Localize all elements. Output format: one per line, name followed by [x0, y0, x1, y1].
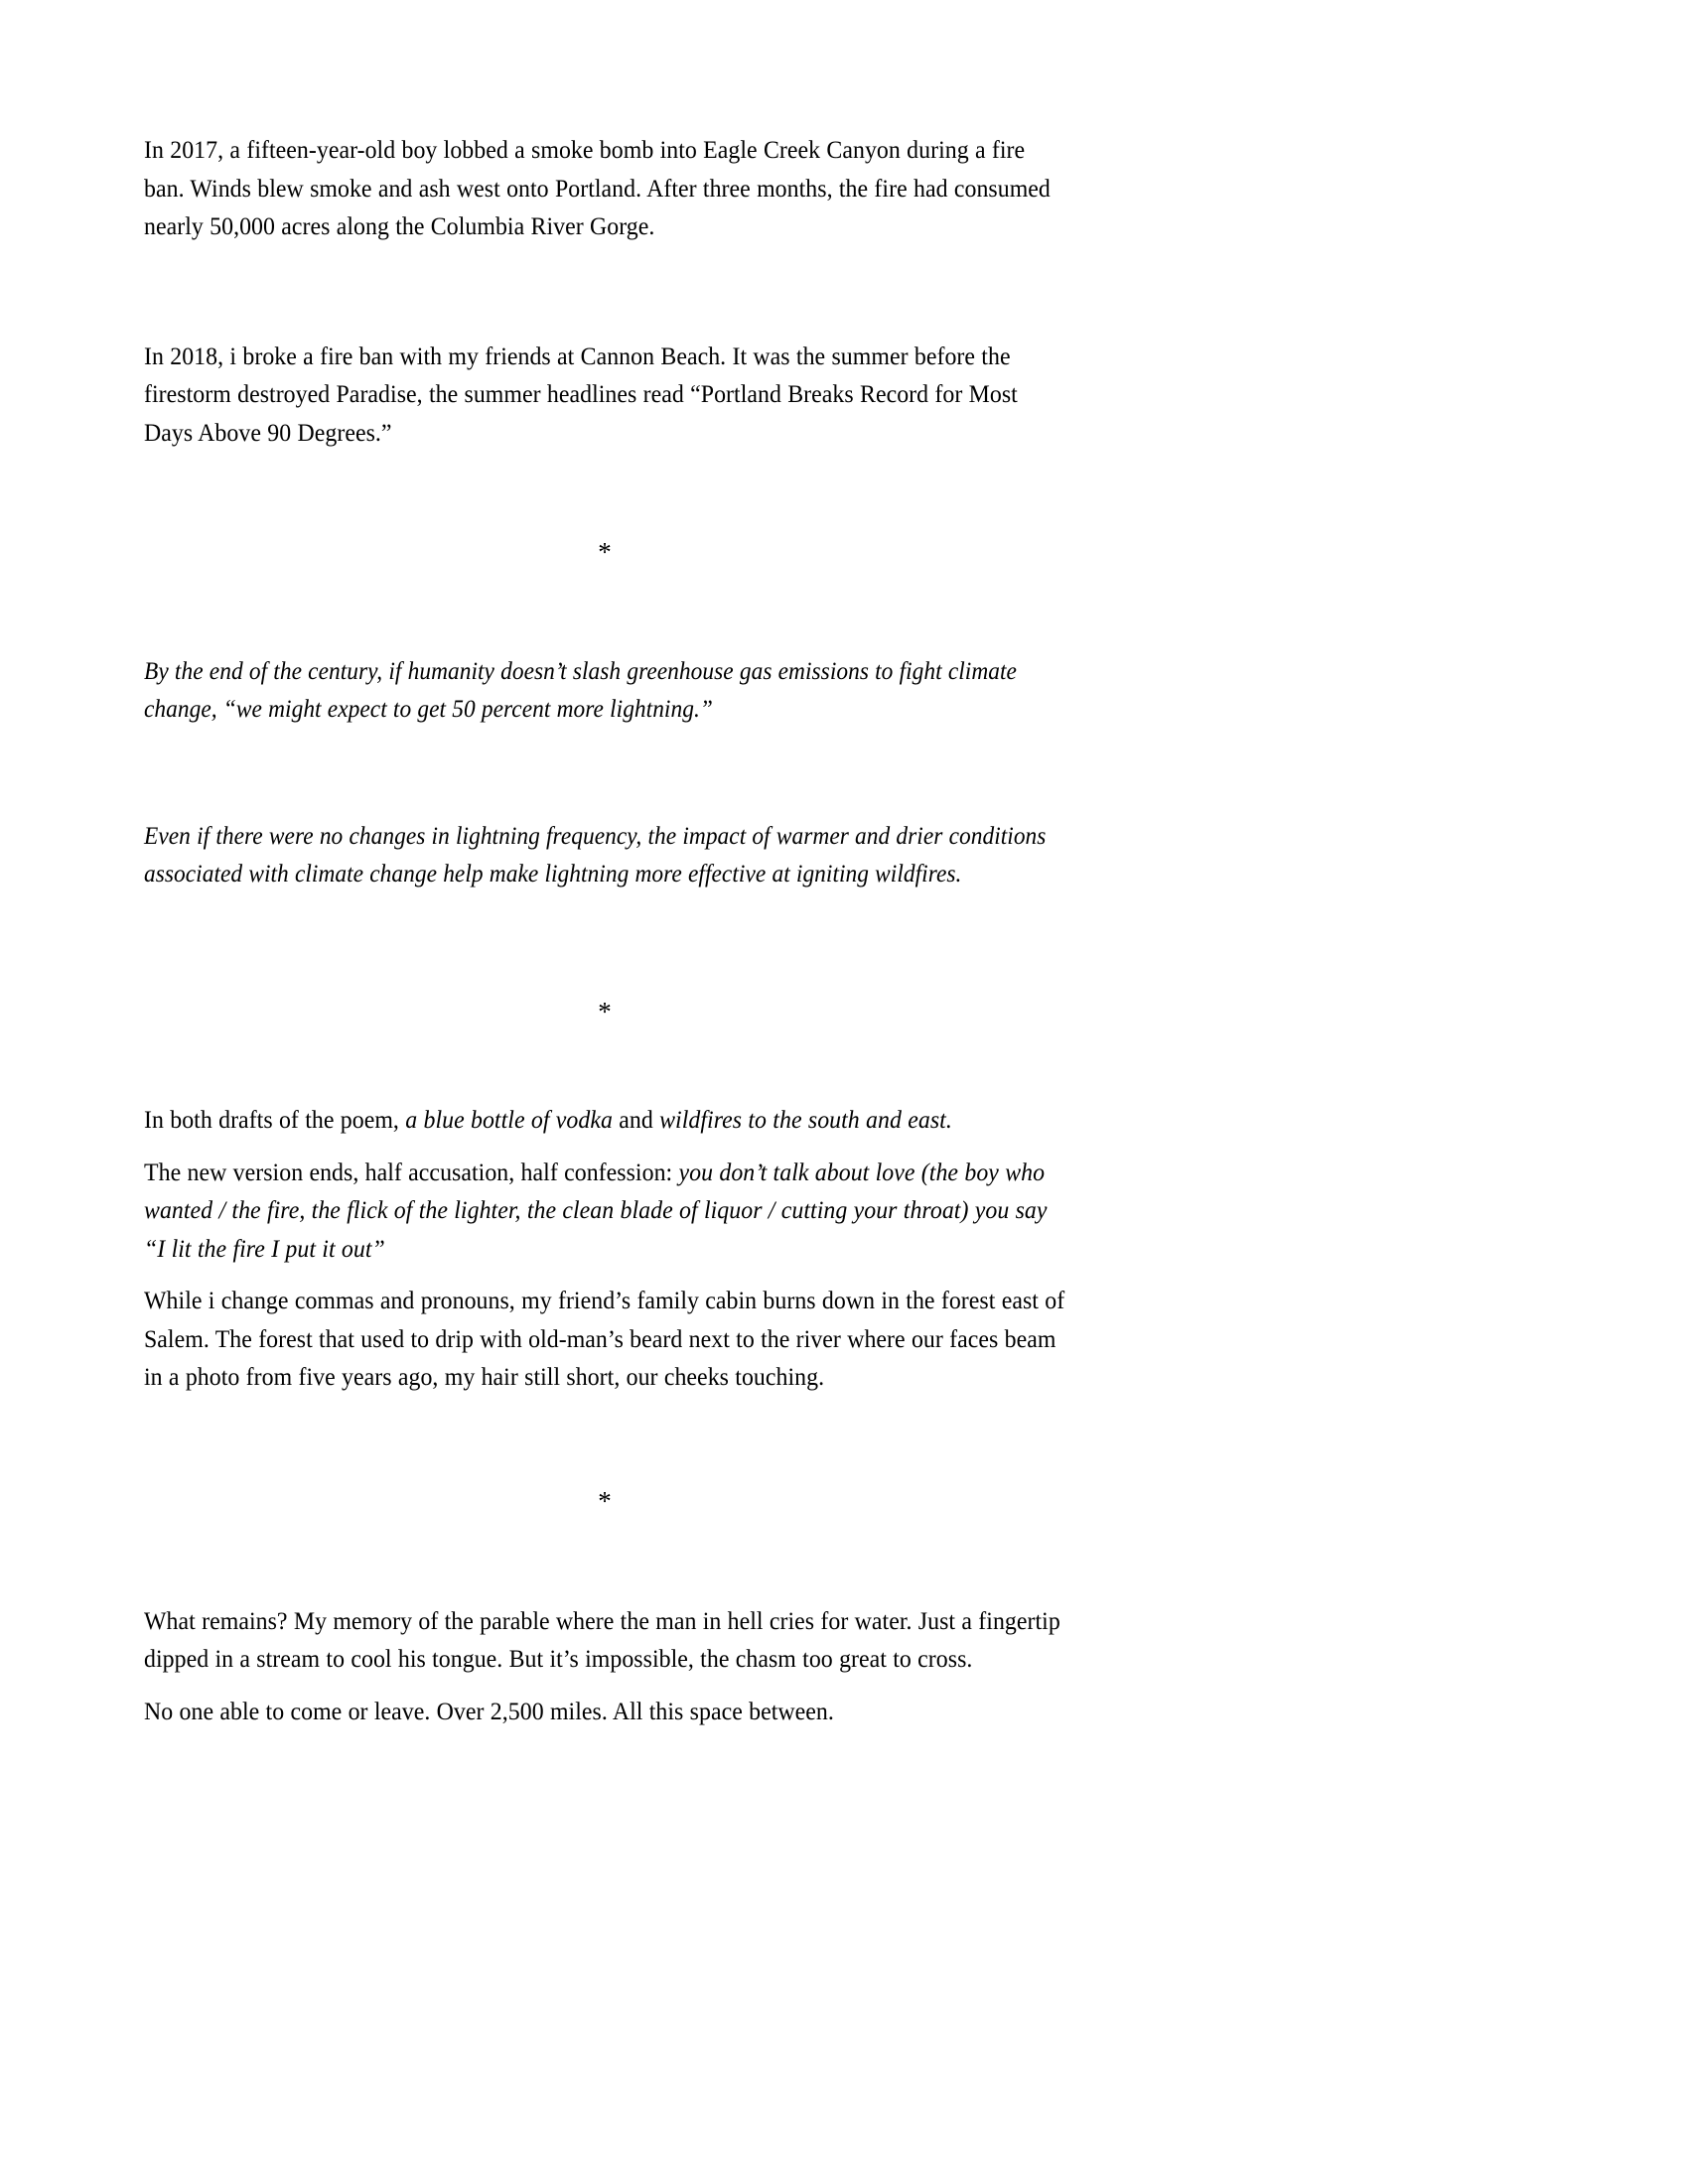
- run-italic-wildfires: wildfires to the south and east.: [659, 1105, 952, 1134]
- asterisk-icon: *: [598, 997, 612, 1026]
- paragraph-new-version-ends: [144, 1154, 1065, 1269]
- paragraph-what-remains: What remains? My memory of the parable where the man in hell cries for water. Just a fingertip dipped in a stream to cool his tongue. But it’s impossible, the chasm too great to cross.: [144, 1605, 1060, 1673]
- run-italic-poem-quote: you don’t talk about love (the boy who wanted / the fire, the flick of the lighter, the clean blade of liquor / cutting your throat) you say “I lit the fire I put it out”: [144, 1157, 1048, 1263]
- paragraph-both-drafts: [144, 1101, 1065, 1140]
- paragraph-space-between: No one able to come or leave. Over 2,500 miles. All this space between.: [144, 1696, 834, 1725]
- spacer: [144, 1025, 1065, 1101]
- paragraph-warmer-drier-conditions: Even if there were no changes in lightning frequency, the impact of warmer and drier conditions associated with climate change help make lightning more effective at igniting wildfires.: [144, 823, 1047, 887]
- spacer: [144, 1515, 1065, 1602]
- asterisk-icon: *: [598, 1485, 612, 1516]
- asterisk-icon: *: [598, 537, 612, 567]
- spacer: [144, 907, 1065, 999]
- section-separator-3: [144, 1485, 1065, 1516]
- paragraph-lightning-projection: By the end of the century, if humanity doesn’t slash greenhouse gas emissions to fight climate change, “we might expect to get 50 percent more lightning.”: [144, 658, 1017, 723]
- spacer: [144, 260, 1065, 338]
- paragraph-cabin-burns: While i change commas and pronouns, my friend’s family cabin burns down in the forest east of Salem. The forest that used to drip with old-man’s beard next to the river where our faces beam in a photo from five years ago, my hair still short, our cheeks touching.: [144, 1286, 1065, 1391]
- spacer: [144, 743, 1065, 818]
- section-separator-1: [144, 539, 1065, 566]
- run-roman: The new version ends, half accusation, half confession:: [144, 1157, 679, 1186]
- paragraph-eagle-creek-2017: In 2017, a fifteen-year-old boy lobbed a smoke bomb into Eagle Creek Canyon during a fire ban. Winds blew smoke and ash west onto Portland. After three months, the fire had consumed nearly 50,000 acres along the Columbia River Gorge.: [144, 135, 1051, 240]
- run-italic-vodka: a blue bottle of vodka: [405, 1105, 613, 1134]
- paragraph-cannon-beach-2018: In 2018, i broke a fire ban with my friends at Cannon Beach. It was the summer before the firestorm destroyed Paradise, the summer headlines read “Portland Breaks Record for Most Days Above 90 Degrees.”: [144, 341, 1018, 447]
- run-roman: In both drafts of the poem,: [144, 1105, 406, 1134]
- run-roman: and: [612, 1105, 660, 1134]
- section-separator-2: [144, 999, 1065, 1025]
- spacer: [144, 566, 1065, 653]
- spacer: [144, 466, 1065, 539]
- text-column: [144, 131, 1065, 1744]
- spacer: [144, 1411, 1065, 1488]
